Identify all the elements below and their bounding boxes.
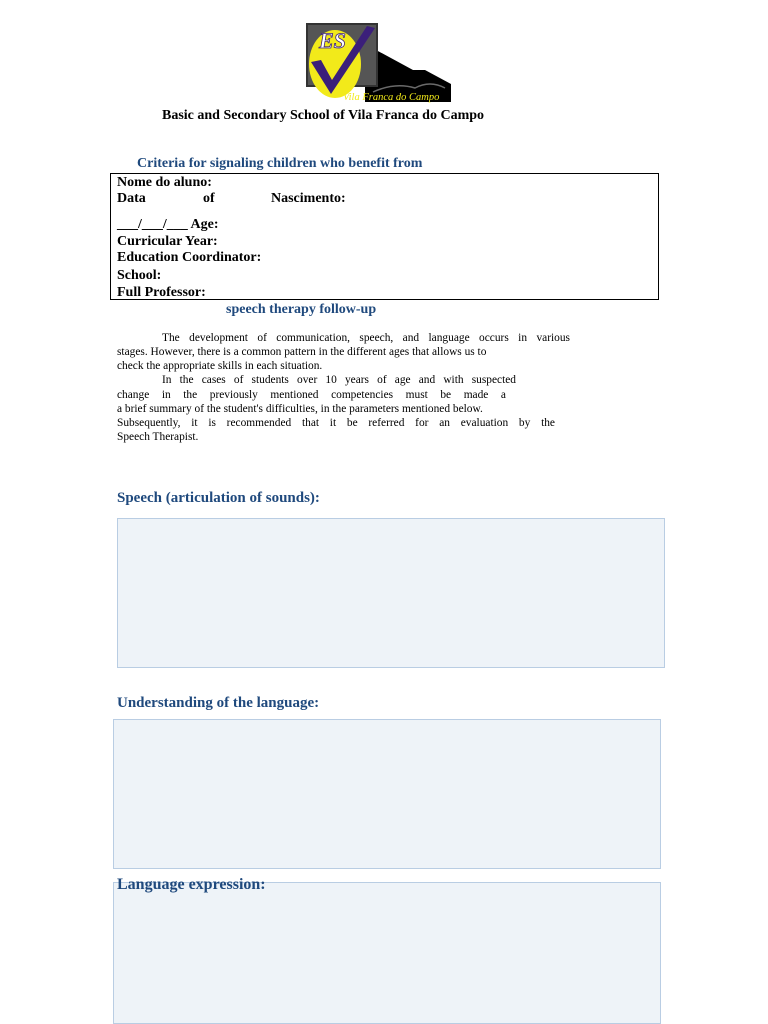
- curricular-year-label: Curricular Year:: [117, 234, 218, 249]
- speech-section-title: Speech (articulation of sounds):: [117, 490, 320, 506]
- birth-word-2: of: [203, 191, 215, 206]
- school-label: School:: [117, 268, 162, 283]
- education-coordinator-label: Education Coordinator:: [117, 250, 262, 265]
- expression-section-title: Language expression:: [117, 876, 266, 893]
- birth-word-3: Nascimento:: [271, 191, 346, 206]
- expression-field[interactable]: [113, 882, 661, 1024]
- logo-initials: ES: [319, 28, 346, 53]
- full-professor-label: Full Professor:: [117, 285, 206, 300]
- student-name-label: Nome do aluno:: [117, 175, 212, 190]
- birth-word-1: Data: [117, 191, 146, 206]
- school-logo: [305, 22, 455, 104]
- date-age-label: ___/___/___ Age:: [117, 217, 219, 232]
- intro-line-8: Speech Therapist.: [117, 431, 199, 443]
- logo-text: Vila Franca do Campo: [343, 92, 440, 103]
- intro-line-2: stages. However, there is a common pattern in the different ages that allows us to: [117, 346, 487, 358]
- intro-line-6: a brief summary of the student's difficulties, in the parameters mentioned below.: [117, 403, 483, 415]
- school-name: Basic and Secondary School of Vila Franca do Campo: [162, 108, 485, 123]
- understanding-section-title: Understanding of the language:: [117, 695, 320, 711]
- intro-line-5: change in the previously mentioned competencies must be made a: [117, 389, 506, 401]
- intro-line-1: The development of communication, speech, and language occurs in various: [162, 332, 570, 344]
- criteria-subtitle: speech therapy follow-up: [226, 302, 377, 317]
- criteria-title: Criteria for signaling children who benefit from: [137, 156, 423, 171]
- intro-line-4: In the cases of students over 10 years of age and with suspected: [162, 374, 516, 386]
- speech-field[interactable]: [117, 518, 665, 668]
- intro-line-3: check the appropriate skills in each situation.: [117, 360, 323, 372]
- understanding-field[interactable]: [113, 719, 661, 869]
- intro-line-7: Subsequently, it is recommended that it be referred for an evaluation by the: [117, 417, 555, 429]
- student-info-box: [110, 173, 659, 300]
